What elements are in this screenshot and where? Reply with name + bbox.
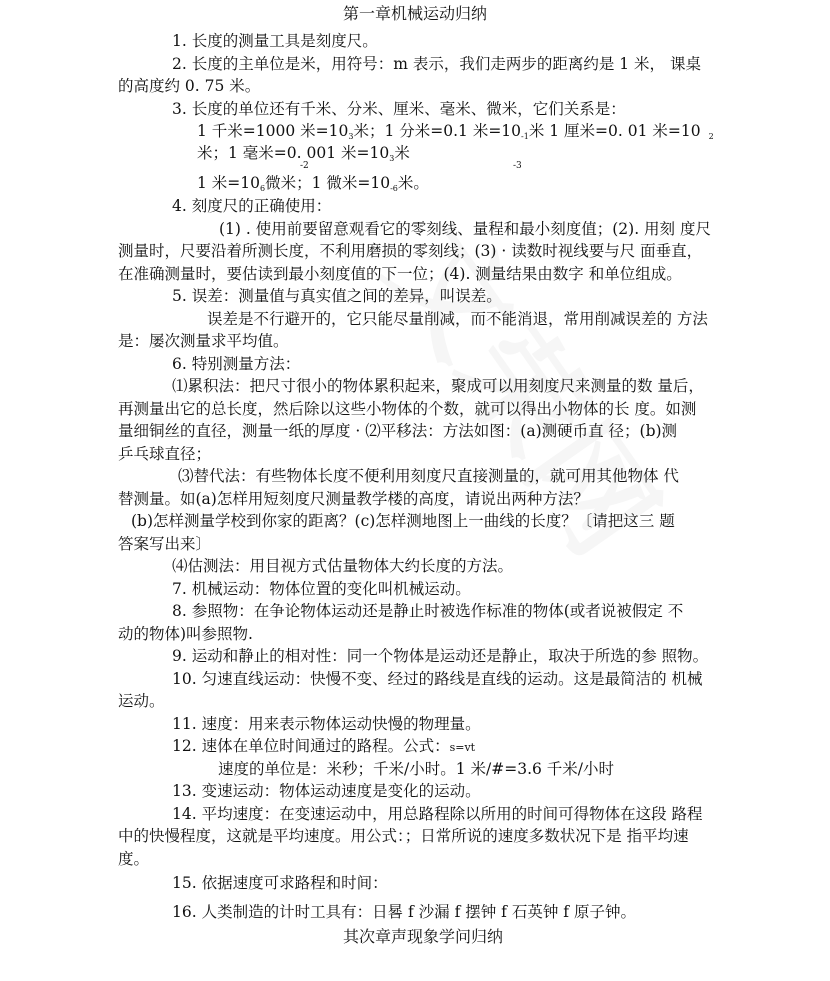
unit-relation-line-3: 1 米$=10_6$微米；1 微米$=10_{-6}$米。 (197, 174, 429, 193)
unit-relation-line-2: 米；1 毫米=0. 001 米$=10_3$米 (197, 144, 410, 163)
item-5: 5. 误差：测量值与真实值之间的差异，叫误差。 (172, 287, 502, 305)
item-6-line-9: ⑷估测法：用目视方式估量物体大约长度的方法。 (172, 557, 514, 575)
item-6-line-5: ⑶替代法：有些物体长度不便利用刻度尺直接测量的，就可用其他物体 代 (178, 467, 679, 485)
item-5-line-2: 是：屡次测量求平均值。 (118, 332, 289, 350)
exponent-marker-1: -2 (300, 161, 309, 171)
item-12-line-2: 速度的单位是：米秒；千米/小时。1 米/#=3.6 千米/小时 (218, 760, 615, 778)
item-9: 9. 运动和静止的相对性：同一个物体是运动还是静止，取决于所选的参 照物。 (172, 647, 709, 665)
item-4-line-3: 在准确测量时，要估读到最小刻度值的下一位；(4). 测量结果由数字 和单位组成。 (118, 265, 682, 283)
item-16: 16. 人类制造的计时工具有：日晷 f 沙漏 f 摆钟 f 石英钟 f 原子钟。 (172, 903, 636, 921)
item-14-line-2: 中的快慢程度，这就是平均速度。用公式：；日常所说的速度多数状况下是 指平均速 (118, 827, 689, 845)
item-12: 12. 速体在单位时间通过的路程。公式：s=vt (172, 737, 476, 755)
item-5-line-1: 误差是不行避开的，它只能尽量削减，而不能消退，常用削减误差的 方法 (207, 310, 708, 328)
item-3: 3. 长度的单位还有千米、分米、厘米、毫米、微米，它们关系是： (172, 100, 626, 118)
chapter-1-title: 第一章机械运动归纳 (343, 4, 488, 23)
item-14-line-1: 14. 平均速度：在变速运动中，用总路程除以所用的时间可得物体在这段 路程 (172, 805, 703, 823)
item-6-line-6: 替测量。如(a)怎样用短刻度尺测量教学楼的高度，请说出两种方法？ (118, 490, 589, 508)
exponent-marker-2: -3 (513, 161, 522, 171)
item-6: 6. 特别测量方法： (172, 355, 301, 373)
item-4-line-1: (1) . 使用前要留意观看它的零刻线、量程和最小刻度值；(2). 用刻 度尺 (219, 220, 711, 238)
item-13: 13. 变速运动：物体运动速度是变化的运动。 (172, 782, 481, 800)
item-2-line-2: 的高度约 0. 75 米。 (118, 77, 261, 95)
item-15: 15. 依据速度可求路程和时间： (172, 874, 388, 892)
item-6-line-3: 量细铜丝的直径，测量一纸的厚度 · ⑵平移法：方法如图：(a)测硬币直 径；(b)测 (118, 422, 678, 440)
item-14-line-3: 度。 (118, 850, 150, 868)
unit-relation-line-1: 1 千米=1000 米$=10_3$米；1 分米=0.1 米$=10_{-1}$米 1 厘米=0. 01 米=10 $_2$ (197, 122, 714, 141)
item-6-line-7: (b)怎样测量学校到你家的距离？(c)怎样测地图上一曲线的长度？〔请把这三 题 (131, 512, 675, 530)
item-6-line-2: 再测量出它的总长度，然后除以这些小物体的个数，就可以得出小物体的长 度。如测 (118, 400, 697, 418)
item-8-line-2: 动的物体)叫参照物. (118, 625, 253, 643)
item-7: 7. 机械运动：物体位置的变化叫机械运动。 (172, 580, 471, 598)
item-2-line-1: 2. 长度的主单位是米，用符号：m 表示，我们走两步的距离约是 1 米， 课桌 (172, 55, 701, 73)
item-6-line-8: 答案写出来〕 (118, 535, 212, 553)
item-6-line-4: 乒乓球直径； (118, 445, 212, 463)
item-4-line-2: 测量时，尺要沿着所测长度，不利用磨损的零刻线；(3) · 读数时视线要与尺 面垂直， (118, 242, 703, 260)
item-6-line-1: ⑴累积法：把尺寸很小的物体累积起来，聚成可以用刻度尺来测量的数 量后， (172, 377, 704, 395)
item-1: 1. 长度的测量工具是刻度尺。 (172, 32, 378, 50)
item-4: 4. 刻度尺的正确使用： (172, 197, 332, 215)
item-10-line-1: 10. 匀速直线运动：快慢不变、经过的路线是直线的运动。这是最简洁的 机械 (172, 670, 703, 688)
item-11: 11. 速度：用来表示物体运动快慢的物理量。 (172, 715, 481, 733)
chapter-2-title: 其次章声现象学问归纳 (343, 927, 504, 946)
item-8-line-1: 8. 参照物：在争论物体运动还是静止时被选作标准的物体(或者说被假定 不 (172, 602, 684, 620)
item-10-line-2: 运动。 (118, 692, 165, 710)
